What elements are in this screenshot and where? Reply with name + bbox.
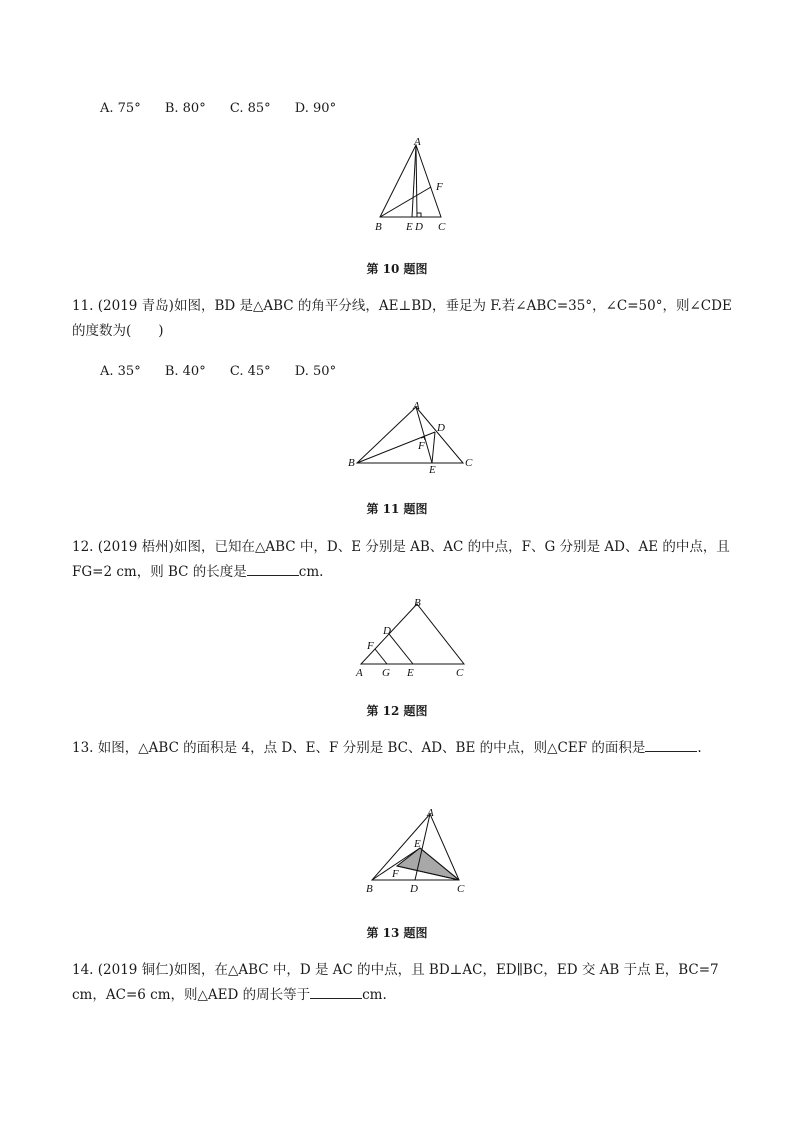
q11-label-b: B bbox=[348, 457, 355, 469]
q14-answer-blank[interactable] bbox=[310, 984, 362, 999]
q12-label-f: F bbox=[367, 640, 374, 652]
q13-label-a: A bbox=[427, 807, 434, 819]
q13-text-before: 13. 如图，△ABC 的面积是 4，点 D、E、F 分别是 BC、AD、BE 的中点，则△CEF 的面积是 bbox=[72, 740, 646, 756]
q13-figure bbox=[360, 800, 475, 900]
q13-shaded-triangle-cef bbox=[397, 848, 459, 880]
q10-label-e: E bbox=[406, 221, 413, 233]
q10-options bbox=[100, 101, 356, 116]
q13-caption: 第 13 题图 bbox=[366, 926, 428, 940]
q12-answer-blank[interactable] bbox=[247, 561, 299, 576]
q10-label-f: F bbox=[436, 181, 443, 193]
q12-text-before: 12. (2019 梧州)如图，已知在△ABC 中，D、E 分别是 AB、AC 的中点，F、G 分别是 AD、AE 的中点，且 FG=2 cm，则 BC 的长度是 bbox=[72, 539, 730, 580]
q13-label-f: F bbox=[392, 868, 399, 880]
q13-label-d: D bbox=[410, 883, 418, 895]
q12-label-d: D bbox=[383, 625, 391, 637]
q12-segment-de bbox=[389, 634, 413, 664]
q13-text-after: . bbox=[697, 740, 702, 756]
q11-options bbox=[100, 364, 356, 379]
q13-label-b: B bbox=[366, 883, 373, 895]
q11-figure bbox=[345, 398, 480, 478]
q10-option-d: D. 90° bbox=[294, 101, 337, 116]
q12-triangle-abc bbox=[361, 604, 464, 664]
q11-option-a: A. 35° bbox=[100, 364, 141, 379]
q10-figure bbox=[360, 136, 460, 236]
q11-option-d: D. 50° bbox=[294, 364, 337, 379]
q10-option-a: A. 75° bbox=[100, 101, 141, 116]
q11-label-a: A bbox=[413, 400, 420, 412]
q11-option-c: C. 45° bbox=[229, 364, 271, 379]
q14-text-after: cm. bbox=[362, 987, 387, 1003]
q10-caption: 第 10 题图 bbox=[366, 262, 428, 276]
q13-text bbox=[72, 736, 732, 761]
q14-text-before: 14. (2019 铜仁)如图，在△ABC 中，D 是 AC 的中点，且 BD⊥AC，ED∥BC，ED 交 AB 于点 E，BC=7 cm，AC=6 cm，则△AED 的周长等于 bbox=[72, 962, 719, 1003]
q12-label-g: G bbox=[382, 667, 390, 679]
q11-text: 11. (2019 青岛)如图，BD 是△ABC 的角平分线，AE⊥BD，垂足为 F.若∠ABC=35°，∠C=50°，则∠CDE 的度数为( ) bbox=[72, 298, 732, 339]
q10-label-a: A bbox=[414, 136, 421, 148]
q12-label-e: E bbox=[407, 667, 414, 679]
q11-caption: 第 11 题图 bbox=[366, 502, 428, 516]
q10-segment-ae bbox=[412, 145, 416, 217]
q13-label-c: C bbox=[457, 883, 465, 895]
q11-segment-ae bbox=[416, 407, 432, 463]
q14-text bbox=[72, 958, 732, 1008]
q13-label-e: E bbox=[414, 838, 421, 850]
q10-label-b: B bbox=[375, 221, 382, 233]
q11-label-f: F bbox=[418, 440, 425, 452]
q12-figure bbox=[350, 595, 475, 680]
q12-caption: 第 12 题图 bbox=[366, 704, 428, 718]
q12-label-b: B bbox=[414, 597, 421, 609]
q12-label-a: A bbox=[356, 667, 363, 679]
q10-triangle-abc bbox=[380, 145, 441, 217]
q10-right-angle-mark bbox=[417, 213, 421, 217]
q11-segment-de bbox=[432, 432, 435, 463]
q12-label-c: C bbox=[456, 667, 464, 679]
q10-label-c: C bbox=[438, 221, 446, 233]
q10-option-b: B. 80° bbox=[164, 101, 206, 116]
q12-text-after: cm. bbox=[298, 564, 324, 580]
q10-label-d: D bbox=[415, 221, 423, 233]
q12-segment-fg bbox=[375, 649, 387, 664]
q11-label-c: C bbox=[465, 457, 473, 469]
q12-text bbox=[72, 535, 732, 585]
q10-option-c: C. 85° bbox=[229, 101, 271, 116]
q11-label-d: D bbox=[437, 422, 445, 434]
q10-segment-ad bbox=[416, 145, 417, 217]
q11-option-b: B. 40° bbox=[164, 364, 206, 379]
q11-triangle-abc bbox=[357, 407, 463, 463]
q11-label-e: E bbox=[429, 464, 436, 476]
q13-answer-blank[interactable] bbox=[645, 737, 697, 752]
